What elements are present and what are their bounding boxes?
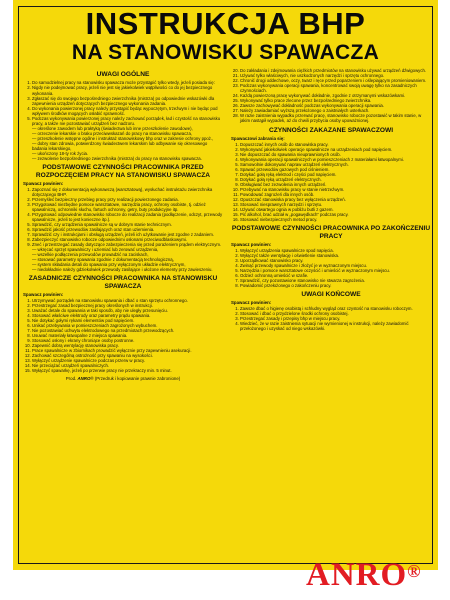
rule-item: 4. Do wykonania powierzonej pracy należy przystąpić będąc wypoczętym, trzeźwym i nie będąc pod wpływem środków mogących osłabić sprawność. <box>32 106 223 116</box>
rule-item: 5. Samowolnie dokonywać napraw urządzeń elektrycznych. <box>240 162 431 167</box>
rule-item: 14. Używać otwartego ognia w pobliżu butli z gazem. <box>240 207 431 212</box>
rule-item: 3. Uporządkować stanowisko pracy. <box>240 258 431 263</box>
rule-item: 15. Wyłączyć spawarkę, jeżeli po przerwie pracy nie przekraczy min. 5 minut. <box>32 368 223 373</box>
rule-item: 3. Przygotować niezbędne pomoce warsztatowe, narzędzia pracy, ochrony osobiste, tj. odzież spawalniczą, ochronniki słuchu, fartuch ochronny, getry, buty produkcyjne itp. <box>32 202 223 212</box>
rule-item: 23. Podczas wykonywania operacji spawania, koncentrować swoją uwagę tylko na zasadniczych czynnościach. <box>240 83 431 93</box>
rule-item: 2. Wyłączyć także wentylację i oświetlenie stanowiska. <box>240 253 431 258</box>
anro-logo: ANRO® <box>306 557 422 593</box>
rule-subitem: — orzeczenie lekarskie o braku przeciwwskazań do pracy na stanowisku spawacza, <box>32 130 193 136</box>
rule-item: 3. Przestrzegać zasady i przepisy bhp w miejscu pracy. <box>240 316 431 321</box>
rule-item: 6. Odzież ochronną umieścić w szafie. <box>240 273 431 278</box>
rule-item: 1. Zawsze dbać o higienę osobistą i schludny wygląd oraz czystość na stanowisku roboczym. <box>240 306 431 311</box>
section-subheading: Spawaczowi zabrania się: <box>231 135 285 141</box>
rule-item: 16. Stosować niebezpiecznych metod pracy. <box>240 217 431 222</box>
rule-item: 3. Zgłaszać się do swojego bezpośredniego zwierzchnika (mistrza) po odpowiednie wskazówki dla zapewnienia urządzeń dotyczących bezpiecznego wykonania zadania. <box>32 96 223 106</box>
rule-item: 14. Nie przeciążać urządzeń spawalniczych. <box>32 363 223 368</box>
section-subheading: Spawacz powinien: <box>231 300 272 306</box>
rule-item: 1. Zapoznać się z dokumentacją wykonawczą (warsztatową), wysłuchać instruktażu zwierzchnika dotyczącego BHP. <box>32 187 223 197</box>
rule-item: 4. Wiedzieć, że w razie zaistnienia sytuacji nie wymienionej w instrukcji, należy zawiadomić przełożonego i uzyskać od niego wskazówki. <box>240 321 431 331</box>
rule-item: 4. Przygotować odpowiednie stanowisko robocze do realizacji zadania (podłączenie, odczyt, przewody spawalnicze, jeżeli to jest konieczne itp.). <box>32 212 223 222</box>
rule-item: 7. Dotykać gołą ręką elektrod i części pod napięciem. <box>240 172 431 177</box>
page-title: INSTRUKCJA BHP <box>85 6 366 41</box>
rule-item: 13. Wyłączyć urządzenie spawalnicze podczas przerw w pracy. <box>32 358 223 363</box>
rule-item: 2. Nigdy nie podejmować pracy, jeżeli nie jest się jakiekolwiek wątpliwości co do jej bezpiecznego wykonania. <box>32 85 223 95</box>
rule-item: 4. Wykonywania operacji spawalniczych w pomieszczeniach z materiałami łatwopalnymi. <box>240 157 431 162</box>
rule-item: 3. Nie dopuszczać do spawania nieuprawnionych osób. <box>240 152 431 157</box>
rule-item: 25. Wykonywać tylko prace zlecone przez bezpośredniego zwierzchnika. <box>240 98 431 103</box>
rule-list <box>23 80 223 125</box>
rule-item: 8. Zabezpieczyć stanowisko robocze odpowiednimi osłonami przeciwodblaskowymi. <box>32 237 223 242</box>
rule-item: 28. W razie zaistnienia wypadku przerwać pracę, stanowisko robocze pozostawić w takim stanie, w jakim nastąpił wypadek, aż do chwili przybycia osoby upoważnionej. <box>240 113 431 123</box>
rule-item: 4. Stosować właściwe elektrody oraz parametry prądu spawania. <box>32 313 223 318</box>
rule-item: 20. Do zakładania i zdejmowania ciężkich przedmiotów na stanowisku używać urządzeń dźwigowych. <box>240 68 431 73</box>
rule-item: 2. Stosować i dbać o przydzielone środki ochrony osobistej. <box>240 311 431 316</box>
rule-list <box>231 68 431 124</box>
rule-item: 6. Sprawdzić jakość przewodów zasilających oraz stan uziemienia. <box>32 227 223 232</box>
rule-item: 8. Powiadomić przełożonego o zakończeniu pracy. <box>240 283 431 288</box>
rule-item: 4. Zwinąć przewody spawalnicze i złożyć je w wyznaczonym miejscu. <box>240 263 431 268</box>
rule-item: 5. Podczas wykonywania powierzonej pracy należy zachować porządek, ład i czystość na stanowisku pracy, a także nie pozostawiać urządzeń bez nadzoru. <box>32 116 223 126</box>
rule-item: 11. Powodować zagrożeń dla innych osób. <box>240 192 431 197</box>
rule-item: 11. Prace spawalnicze w zbiornikach prowadzić wyłącznie przy zapewnieniu asekuracji. <box>32 348 223 353</box>
rule-item: 10. Przebywać na stanowisku pracy w stanie nietrzeźwym. <box>240 187 431 192</box>
rule-item: 21. Używać tylko właściwych, nie uszkodzonych narzędzi i sprzętu ochronnego. <box>240 73 431 78</box>
rule-subitem: — system składania detali do spawania przy wyłączonym układzie elektrycznym, <box>32 262 186 268</box>
rule-item: 12. Opuszczać stanowiska pracy bez wyłączenia urządzeń. <box>240 197 431 202</box>
rule-item: 2. Przestrzegać zasad bezpiecznej pracy określonych w instrukcji. <box>32 303 223 308</box>
section-title: CZYNNOŚCI ZAKAZANE SPAWACZOWI <box>268 126 394 134</box>
section-title: PODSTAWOWE CZYNNOŚCI PRACOWNIKA PRZED ROZPOCZĘCIEM PRACY NA STANOWISKU SPAWACZA <box>35 164 211 179</box>
right-column <box>231 68 431 558</box>
rule-item: 22. Chronić drogi oddechowe, oczy, twarz i ręce przed poparzeniem i oślepiającym promieniowaniem. <box>240 78 431 83</box>
rule-item: 7. Sprawdzić, czy pozostawione stanowisko nie stwarza zagrożenia. <box>240 278 431 283</box>
rule-item: 1. Do samodzielnej pracy na stanowisku spawacza może przystąpić tylko wtedy, jeżeli posiada się: <box>32 80 223 85</box>
rule-item: 9. Zneć i przestrzegać zasady dotyczące zabezpieczenia się przed porażeniem prądem elektrycznym. <box>32 242 223 247</box>
rule-item: 5. Narzędzia i pomoce warsztatowe oczyścić i umieścić w wyznaczonym miejscu. <box>240 268 431 273</box>
copyright-note: Prod. ANRO® (Przedruk i kopiowanie prawnie zabronione) <box>65 376 181 382</box>
section-title: PODSTAWOWE CZYNNOŚCI PRACOWNIKA PO ZAKOŃCZENIU PRACY <box>231 225 431 240</box>
section-subheading: Spawacz powinien: <box>23 180 64 186</box>
rule-subitem: — wszelkie podłączenia przewodów prowadzić na zaciskach, <box>32 252 149 258</box>
section-subheading: Spawacz powinien: <box>231 242 272 248</box>
rule-item: 8. Usuwać materiały łatwopalne z miejsca spawania. <box>32 333 223 338</box>
safety-instruction-board <box>13 0 438 570</box>
rule-item: 6. Spawać przewodów gazowych pod ciśnieniem. <box>240 167 431 172</box>
rule-subitem: — niedokładnie należy gdziekolwiek przewody zasilające i ułożone elementy przy zawieszeniu. <box>32 267 213 273</box>
rule-item: 9. Obsługiwać bez zezwolenia innych urządzeń. <box>240 182 431 187</box>
rule-item: 27. Należy zawiadamiać wyższą przełożonego o zaistniałych usterkach. <box>240 108 431 113</box>
rule-subitem: — wkręcać sprzęt spawalniczy i uziemiać lub zerować urządzenia, <box>32 247 159 253</box>
rule-subitem: — określone zawodem lub praktyką (świadectwa lub inne przeszkolenie zawodowe), <box>32 125 193 131</box>
rule-subitem: — przeszkolenie wstępne ogólne i instruktaż stanowiskowy bhp oraz w zakresie ochrony ppoż., <box>32 135 214 141</box>
rule-item: 9. Stosować osłony i ekrany chroniące osoby postronne. <box>32 338 223 343</box>
rule-item: 10. Zapewnić dobrą wentylację stanowiska pracy. <box>32 343 223 348</box>
rule-item: 6. Unikać przebywania w pomieszczeniach zagrożonych wybuchem. <box>32 323 223 328</box>
page-subtitle: NA STANOWISKU SPAWACZA <box>71 41 380 64</box>
rule-item: 8. Dotykać gołą ręką urządzeń elektrycznych. <box>240 177 431 182</box>
rule-subitem: — zezwolenie bezpośredniego zwierzchnika (mistrza) do pracy na stanowisku spawacza. <box>32 156 202 162</box>
section-title: UWAGI KOŃCOWE <box>301 291 361 299</box>
rule-item: 2. Przemyśleć bezpieczny przebieg pracy przy realizacji powierzonego zadania. <box>32 197 223 202</box>
rule-item: 7. Nie pozostawiać uchwytu elektrodowego na przedmiotach przewodzących. <box>32 328 223 333</box>
rule-item: 1. Dopuszczać innych osób do stanowiska pracy. <box>240 142 431 147</box>
rule-subitem: — ukończony 18-ty rok życia. <box>32 151 89 157</box>
rule-item: 5. Sprawdzić, czy urządzenia spawalnicze są w dobrym stanie technicznym. <box>32 222 223 227</box>
rule-subitem: — stosować parametry spawania zgodnie z dokumentacją technologiczną, <box>32 257 174 263</box>
rule-item: 2. Wykonywać jakiekolwiek operacje spawalnicze na urządzeniach pod napięciem. <box>240 147 431 152</box>
rule-item: 1. Utrzymywać porządek na stanowisku spawania i dbać o stan sprzętu ochronnego. <box>32 298 223 303</box>
rule-list <box>23 298 223 374</box>
rule-list <box>231 248 431 288</box>
rule-item: 1. Wyłączyć urządzenia spawalnicze spod napięcia. <box>240 248 431 253</box>
rule-item: 5. Nie dotykać gołymi rękami elementów pod napięciem. <box>32 318 223 323</box>
rule-list <box>23 187 223 248</box>
rule-item: 15. Pić alkohol, brać udział w „pogawędkach” podczas pracy. <box>240 212 431 217</box>
rule-item: 24. Każdą powierzoną pracę wykonywać dokładnie, zgodnie z otrzymanymi wskazówkami. <box>240 93 431 98</box>
rule-item: 7. Sprawdzić czy i instrukcjami i obsługą urządzeń, jeżeli ich użytkowanie jest zgodne z zadaniem. <box>32 232 223 237</box>
rule-list <box>231 142 431 223</box>
rule-item: 12. Zachować szczególną ostrożność przy spawaniu na wysokości. <box>32 353 223 358</box>
section-subheading: Spawacz powinien: <box>23 292 64 298</box>
rule-item: 3. Uważać detale do spawania w taki sposób, aby nie uległy przesunięciu. <box>32 308 223 313</box>
rule-item: 13. Stosować niesprawnych narzędzi i sprzętu. <box>240 202 431 207</box>
rule-item: 26. Zawsze zachowywać dokładność podczas wykonywania operacji spawania. <box>240 103 431 108</box>
rule-subitem: — dobry stan zdrowia, potwierdzony świadectwem lekarskim lub odbywanie się okresowego badania lekarskiego, <box>32 140 208 152</box>
left-column <box>23 68 223 558</box>
section-title: UWAGI OGÓLNE <box>96 71 150 78</box>
rule-list <box>231 306 431 331</box>
section-title: ZASADNICZE CZYNNOŚCI PRACOWNIKA NA STANOWISKU SPAWACZA <box>28 275 218 290</box>
